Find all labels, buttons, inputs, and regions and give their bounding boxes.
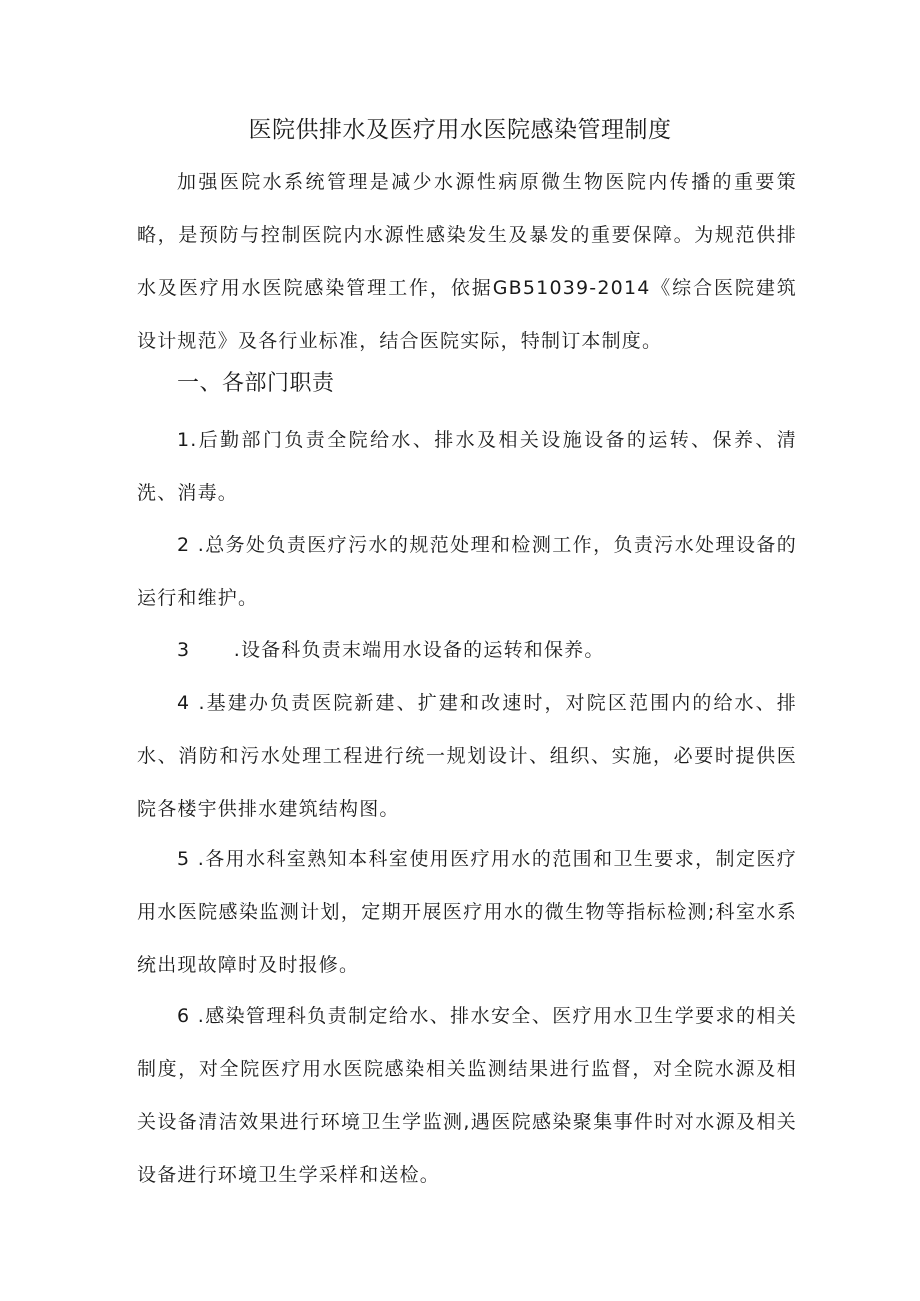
duty-item-3: 3 .设备科负责末端用水设备的运转和保养。	[177, 639, 605, 661]
duty-item-6: 6 .感染管理科负责制定给水、排水安全、医疗用水卫生学要求的相关制度，对全院医疗用水医院感染相关监测结果进行监督，对全院水源及相关设备清洁效果进行环境卫生学监测,遇医院感染聚集事件时对水源及相关设备进行环境卫生学采样和送检。	[137, 1005, 797, 1186]
duty-item-4: 4 .基建办负责医院新建、扩建和改速时，对院区范围内的给水、排水、消防和污水处理工程进行统一规划设计、组织、实施，必要时提供医院各楼宇供排水建筑结构图。	[137, 692, 797, 820]
duty-item-5: 5 .各用水科室熟知本科室使用医疗用水的范围和卫生要求，制定医疗用水医院感染监测计划，定期开展医疗用水的微生物等指标检测;科室水系统出现故障时及时报修。	[137, 848, 797, 976]
document-title: 医院供排水及医疗用水医院感染管理制度	[248, 117, 672, 143]
duty-item-1: 1.后勤部门负责全院给水、排水及相关设施设备的运转、保养、清洗、消毒。	[137, 429, 797, 504]
section-heading-department-duties: 一、各部门职责	[177, 371, 335, 396]
duty-item-2: 2 .总务处负责医疗污水的规范处理和检测工作，负责污水处理设备的运行和维护。	[137, 534, 797, 609]
intro-paragraph: 加强医院水系统管理是减少水源性病原微生物医院内传播的重要策略，是预防与控制医院内水源性感染发生及暴发的重要保障。为规范供排水及医疗用水医院感染管理工作，依据GB51039-2014《综合医院建筑设计规范》及各行业标准，结合医院实际，特制订本制度。	[137, 171, 797, 352]
